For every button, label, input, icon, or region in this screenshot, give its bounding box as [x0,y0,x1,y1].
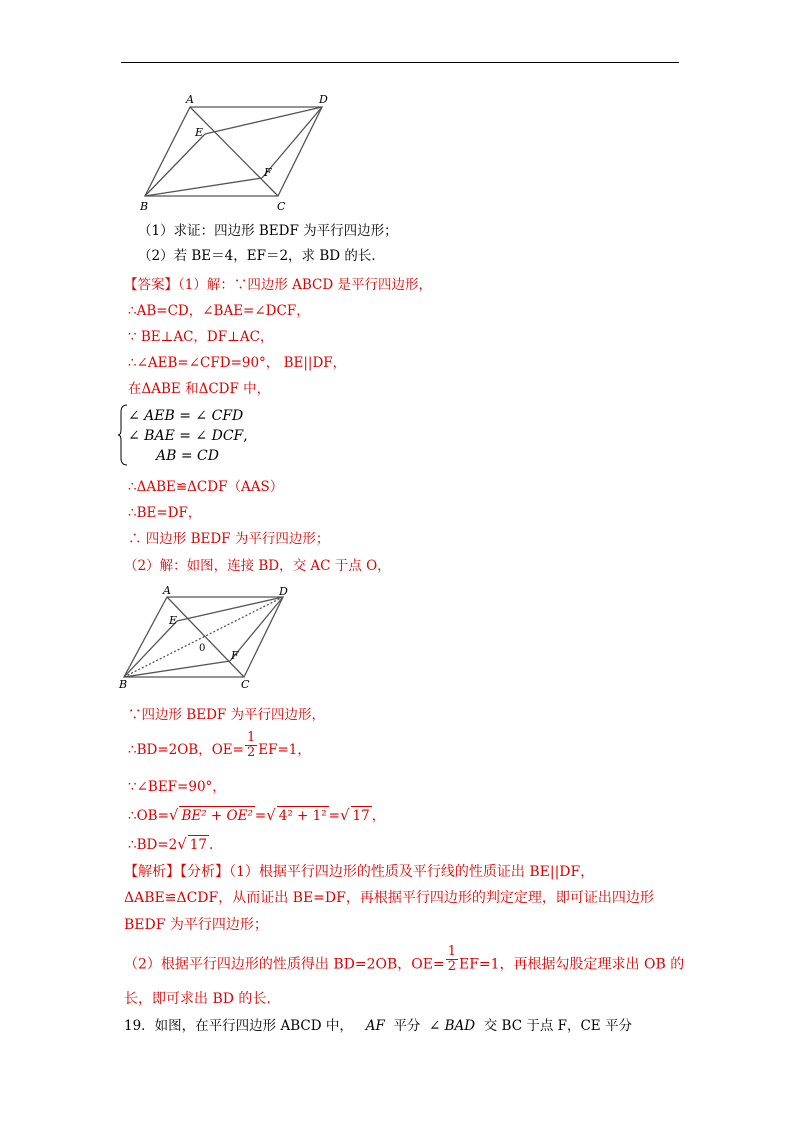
answer-line-9: （2）解：如图，连接 BD，交 AC 于点 O， [124,558,391,574]
system-row-2: ∠ BAE = ∠ DCF, [128,428,248,444]
label-b: B [140,200,149,213]
answer-line-14: ∴BD=2√ 17 . [128,835,214,853]
question-part-1: （1）求证：四边形 BEDF 为平行四边形； [138,223,398,239]
label2-f: F [231,649,239,662]
label2-d: D [279,585,288,598]
system-row-3: AB = CD [156,448,219,464]
label2-b: B [119,678,128,690]
answer-line-5: 在ΔABE 和ΔCDF 中， [128,381,271,397]
answer-line-8: ∴ 四边形 BEDF 为平行四边形； [128,531,330,547]
question-part-2: （2）若 BE＝4，EF＝2，求 BD 的长． [138,248,385,264]
sqrt-4-1: 4² + 1² [278,808,327,824]
analysis-line-3: BEDF 为平行四边形； [124,917,268,933]
answer-line-11: ∴BD=2OB，OE= $\frac{1}{2}$ EF=1， [128,730,311,760]
answer-line-12: ∵∠BEF=90°， [128,779,226,795]
label-f: F [264,166,272,179]
answer-line-6: ∴ΔABE≌ΔCDF（AAS） [128,479,284,495]
analysis-line-5: 长，即可求出 BD 的长. [124,991,271,1007]
answer-line-13: ∴OB=√ BE² + OE² =√ 4² + 1² =√ 17 ， [128,806,386,824]
label2-o: 0 [199,643,206,654]
answer-line-10: ∵四边形 BEDF 为平行四边形， [128,707,326,723]
fraction-half-2: $\frac{1}{2}$ [447,944,456,974]
header-rule [121,62,679,63]
sqrt-be-oe: BE² + OE² [181,808,253,824]
label-a: A [186,93,194,106]
parallelogram-figure-1 [130,90,340,215]
label-d: D [319,93,328,106]
label2-c: C [241,678,250,690]
answer-line-7: ∴BE=DF， [128,505,202,521]
answer-line-2: ∴AB=CD，∠BAE=∠DCF， [128,303,310,319]
label2-e: E [169,614,178,627]
label2-a: A [163,585,171,597]
answer-tag: 【答案】 [124,277,178,293]
label-e: E [195,126,204,139]
analysis-tag: 【解析】【分析】 [124,864,229,880]
fraction-half: $\frac{1}{2}$ [246,730,256,760]
answer-line-3: ∵ BE⊥AC，DF⊥AC， [128,329,274,345]
sqrt-17-result: 17 [189,837,207,853]
system-brace [118,404,128,466]
analysis-line-1: 【解析】【分析】（1）根据平行四边形的性质及平行线的性质证出 BE||DF， [124,864,595,880]
label-c: C [277,200,286,213]
answer-line-1 [124,276,432,294]
analysis-line-2: ΔABE≌ΔCDF，从而证出 BE=DF，再根据平行四边形的判定定理，即可证出四边形 [124,890,654,906]
analysis-line-4: （2）根据平行四边形的性质得出 BD=2OB，OE= $\frac{1}{2}$ EF=1，再根据勾股定理求出 OB 的 [124,944,685,974]
parallelogram-figure-2 [115,585,305,690]
answer-text-1: （1）解：∵四边形 ABCD 是平行四边形， [178,277,432,293]
system-row-1: ∠ AEB = ∠ CFD [128,408,244,424]
next-question: 19．如图，在平行四边形 ABCD 中， AF 平分 ∠ BAD 交 BC 于点 F，CE 平分 [124,1018,632,1034]
answer-line-4: ∴∠AEB=∠CFD=90°， BE||DF， [128,355,347,371]
sqrt-17: 17 [352,808,370,824]
